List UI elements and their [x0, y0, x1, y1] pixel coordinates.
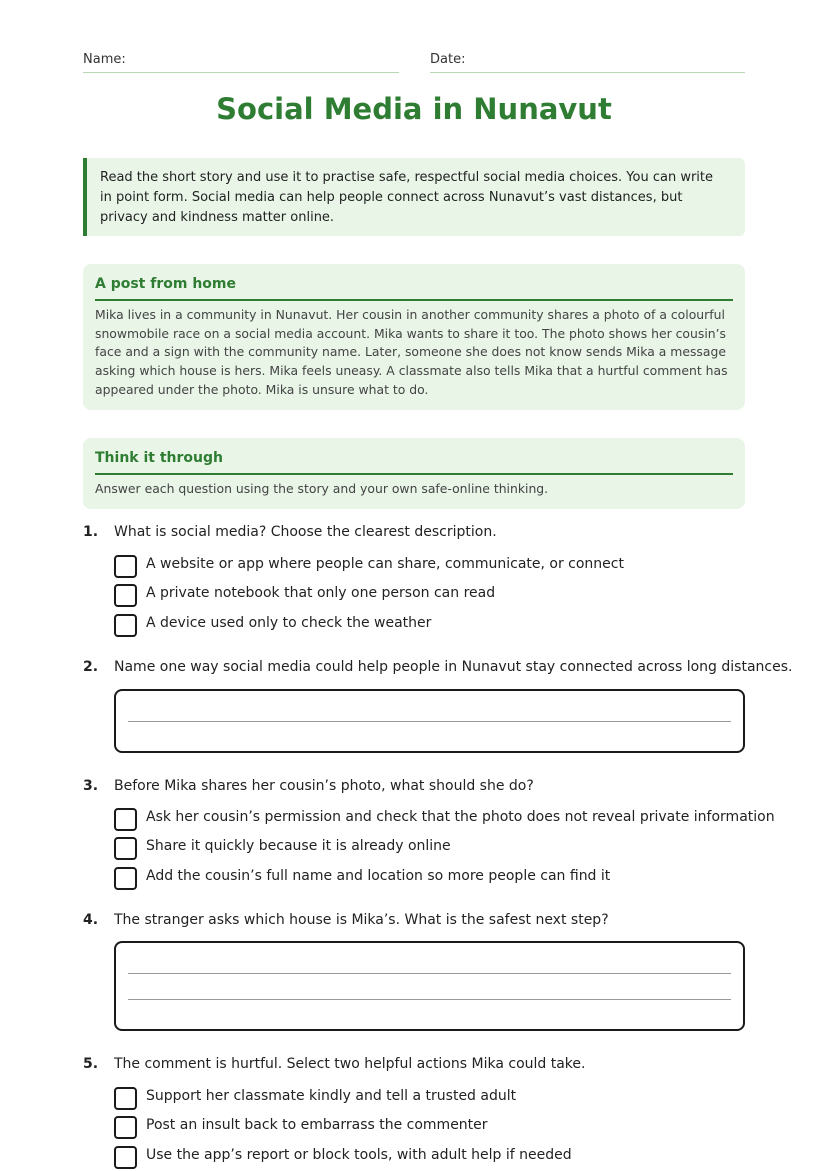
question-text: Name one way social media could help people in Nunavut stay connected across long distances.	[114, 659, 793, 675]
option-label: Ask her cousin’s permission and check that the photo does not reveal private information	[146, 809, 775, 825]
option-label: Support her classmate kindly and tell a trusted adult	[146, 1088, 517, 1104]
question-text: The stranger asks which house is Mika’s. What is the safest next step?	[114, 912, 609, 928]
option-label: Post an insult back to embarrass the commenter	[146, 1117, 488, 1133]
intro-callout	[83, 158, 745, 236]
question-number: 3.	[83, 778, 99, 794]
story-card	[83, 264, 745, 410]
header-fields	[83, 52, 745, 74]
checkbox[interactable]	[114, 1116, 137, 1139]
answer-line	[128, 973, 731, 974]
think-heading: Think it through	[95, 448, 733, 475]
option-label: A website or app where people can share, communicate, or connect	[146, 556, 624, 572]
question-number: 5.	[83, 1056, 99, 1072]
option-label: Use the app’s report or block tools, with adult help if needed	[146, 1147, 572, 1163]
answer-line	[128, 721, 731, 722]
checkbox[interactable]	[114, 555, 137, 578]
page-title: Social Media in Nunavut	[216, 92, 612, 126]
option-label: A device used only to check the weather	[146, 615, 432, 631]
story-text: Mika lives in a community in Nunavut. Her cousin in another community shares a photo of a colourful snowmobile race on a social media account. Mika wants to share it too. The photo shows her cousin’s face and a sign with the community name. Later, someone she does not know sends Mika a message asking which house is hers. Mika feels uneasy. A classmate also tells Mika that a hurtful comment has appeared under the photo. Mika is unsure what to do.	[95, 307, 728, 397]
answer-box-2[interactable]	[114, 689, 745, 753]
question-number: 2.	[83, 659, 99, 675]
question-number: 4.	[83, 912, 99, 928]
date-label: Date:	[430, 52, 466, 67]
answer-line	[128, 999, 731, 1000]
question-text: What is social media? Choose the clearest description.	[114, 524, 497, 540]
intro-text: Read the short story and use it to practise safe, respectful social media choices. You can write in point form. Social media can help people connect across Nunavut’s vast distances, but privacy and kindness matter online.	[100, 170, 714, 225]
checkbox[interactable]	[114, 808, 137, 831]
question-text: The comment is hurtful. Select two helpful actions Mika could take.	[114, 1056, 586, 1072]
name-label: Name:	[83, 52, 126, 67]
option-label: Share it quickly because it is already online	[146, 838, 451, 854]
question-text: Before Mika shares her cousin’s photo, what should she do?	[114, 778, 534, 794]
option-label: Add the cousin’s full name and location so more people can find it	[146, 868, 611, 884]
story-heading: A post from home	[95, 274, 733, 301]
answer-box-4[interactable]	[114, 941, 745, 1031]
checkbox[interactable]	[114, 867, 137, 890]
checkbox[interactable]	[114, 837, 137, 860]
option-label: A private notebook that only one person can read	[146, 585, 496, 601]
name-field[interactable]	[83, 52, 399, 73]
question-number: 1.	[83, 524, 99, 540]
think-card	[83, 438, 745, 509]
checkbox[interactable]	[114, 584, 137, 607]
checkbox[interactable]	[114, 1087, 137, 1110]
date-field[interactable]	[430, 52, 745, 73]
checkbox[interactable]	[114, 614, 137, 637]
checkbox[interactable]	[114, 1146, 137, 1169]
think-text: Answer each question using the story and your own safe-online thinking.	[95, 481, 549, 496]
